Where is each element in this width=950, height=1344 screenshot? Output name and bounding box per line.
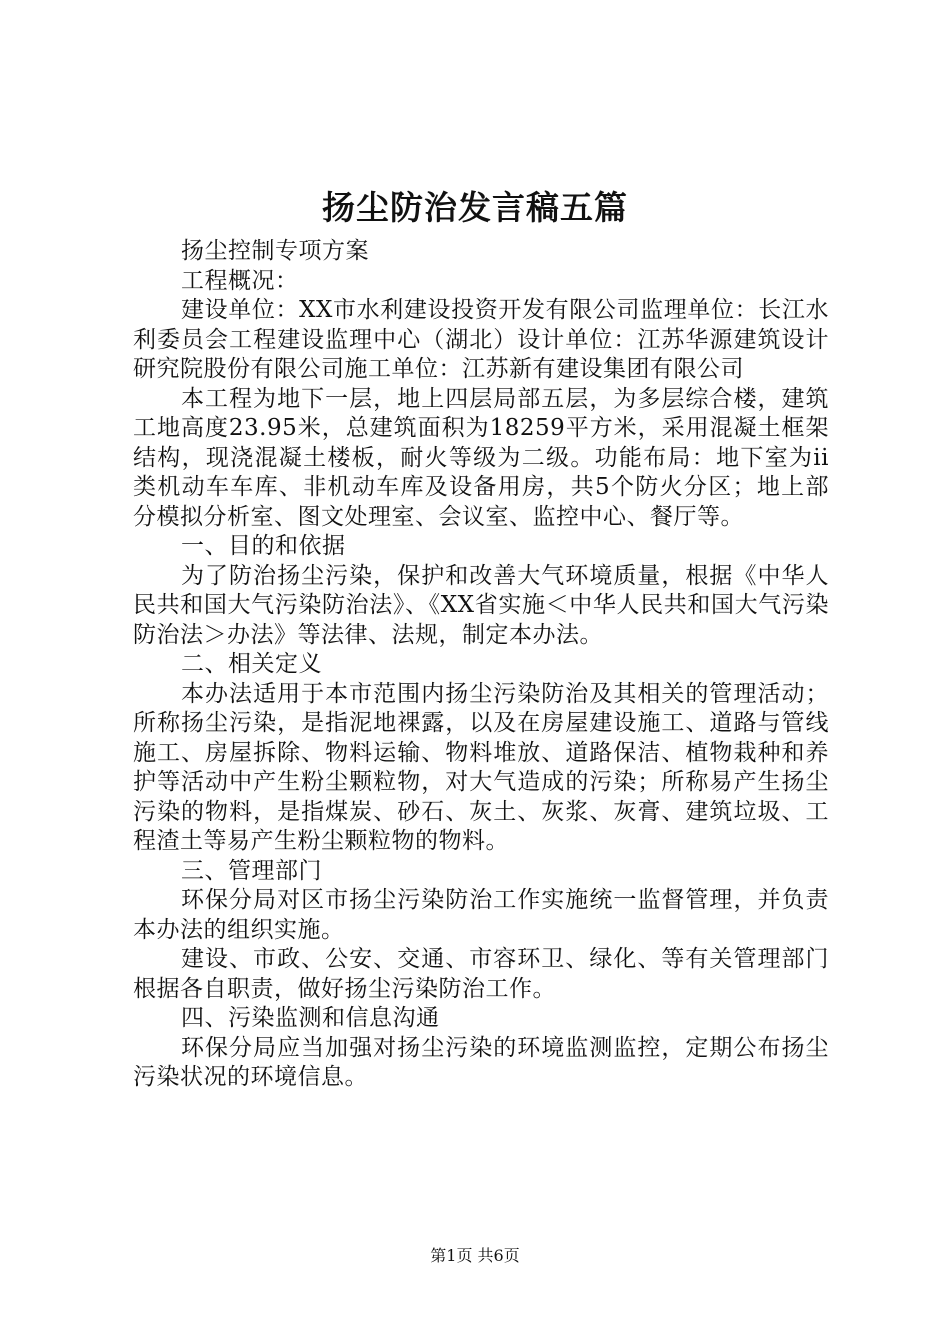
document-title: 扬尘防治发言稿五篇 (322, 188, 628, 227)
paragraph: 建设、市政、公安、交通、市容环卫、绿化、等有关管理部门根据各自职责，做好扬尘污染防治工作。 (133, 946, 829, 1002)
section-heading: 四、污染监测和信息沟通 (181, 1005, 440, 1031)
section-heading: 一、目的和依据 (181, 533, 346, 559)
paragraph: 本工程为地下一层，地上四层局部五层，为多层综合楼，建筑工地高度23.95米，总建筑面积为18259平方米，采用混凝土框架结构，现浇混凝土楼板，耐火等级为二级。功能布局：地下室为ii类机动车车库、非机动车库及设备用房，共5个防火分区；地上部分模拟分析室、图文处理室、会议室、监控中心、餐厅等。 (133, 385, 829, 530)
paragraph: 工程概况： (181, 267, 299, 294)
paragraph: 扬尘控制专项方案 (181, 238, 369, 264)
page-footer: 第1页 共6页 (430, 1246, 520, 1265)
paragraph: 环保分局应当加强对扬尘污染的环境监测监控，定期公布扬尘污染状况的环境信息。 (133, 1034, 829, 1090)
paragraph: 建设单位：XX市水利建设投资开发有限公司监理单位：长江水利委员会工程建设监理中心（湖北）设计单位：江苏华源建筑设计研究院股份有限公司施工单位：江苏新有建设集团有限公司 (133, 297, 829, 382)
paragraph: 环保分局对区市扬尘污染防治工作实施统一监督管理，并负责本办法的组织实施。 (133, 887, 829, 943)
section-heading: 三、管理部门 (181, 857, 322, 884)
paragraph: 为了防治扬尘污染，保护和改善大气环境质量，根据《中华人民共和国大气污染防治法》、《XX省实施＜中华人民共和国大气污染防治法＞办法》等法律、法规，制定本办法。 (133, 562, 829, 648)
paragraph: 本办法适用于本市范围内扬尘污染防治及其相关的管理活动；所称扬尘污染，是指泥地裸露，以及在房屋建设施工、道路与管线施工、房屋拆除、物料运输、物料堆放、道路保洁、植物栽种和养护等活动中产生粉尘颗粒物，对大气造成的污染；所称易产生扬尘污染的物料，是指煤炭、砂石、灰土、灰浆、灰膏、建筑垃圾、工程渣土等易产生粉尘颗粒物的物料。 (133, 680, 829, 854)
document-body (133, 237, 829, 1093)
section-heading: 二、相关定义 (181, 651, 322, 677)
